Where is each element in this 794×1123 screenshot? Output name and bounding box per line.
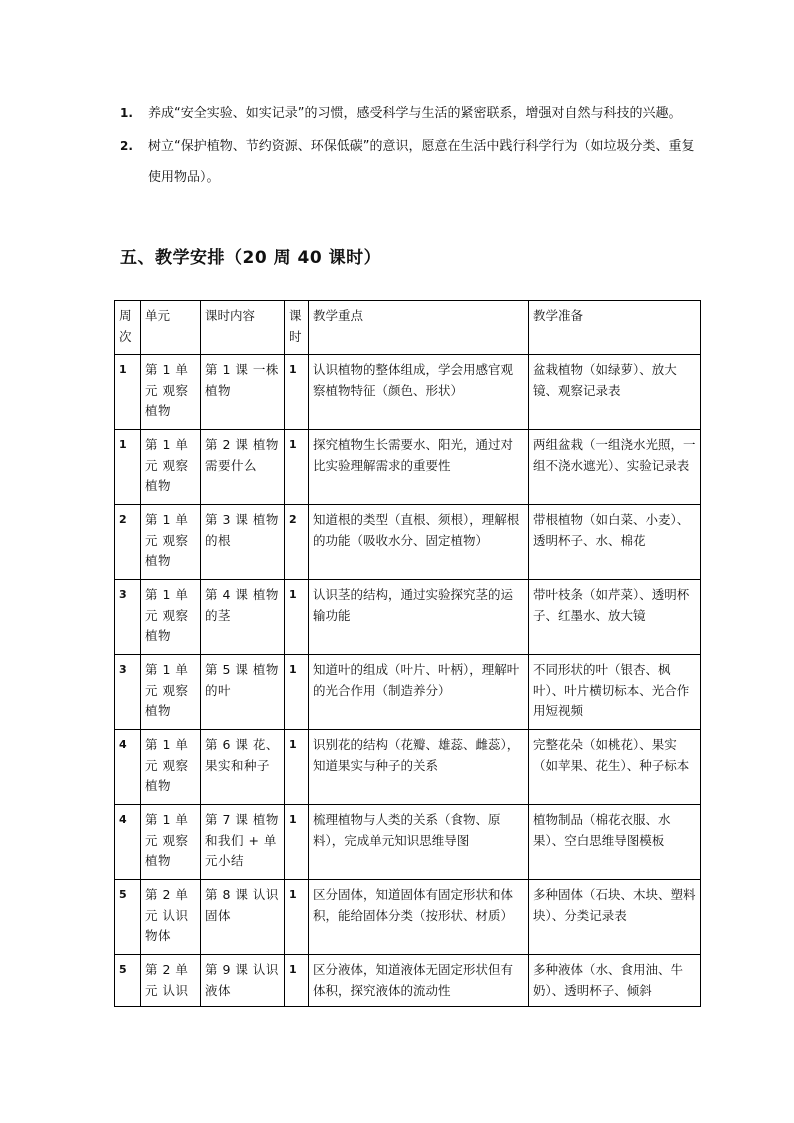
- cell-prep: 两组盆栽（一组浇水光照，一组不浇水遮光）、实验记录表: [529, 430, 701, 505]
- table-row: [115, 355, 701, 430]
- table-row: [115, 805, 701, 880]
- cell-prep: 植物制品（棉花衣服、水果）、空白思维导图模板: [529, 805, 701, 880]
- cell-focus: 识别花的结构（花瓣、雄蕊、雌蕊），知道果实与种子的关系: [309, 730, 529, 805]
- cell-unit: 第 1 单元 观察植物: [141, 505, 201, 580]
- cell-lesson: 第 5 课 植物的叶: [201, 655, 285, 730]
- cell-prep: 多种液体（水、食用油、牛奶）、透明杯子、倾斜: [529, 955, 701, 1007]
- table-row: [115, 580, 701, 655]
- cell-unit: 第 1 单元 观察植物: [141, 430, 201, 505]
- cell-unit: 第 1 单元 观察植物: [141, 655, 201, 730]
- header-hours: 课时: [285, 301, 309, 355]
- cell-lesson: 第 7 课 植物和我们 + 单元小结: [201, 805, 285, 880]
- cell-focus: 区分固体，知道固体有固定形状和体积，能给固体分类（按形状、材质）: [309, 880, 529, 955]
- cell-prep: 带根植物（如白菜、小麦）、透明杯子、水、棉花: [529, 505, 701, 580]
- cell-hours: 1: [285, 730, 309, 805]
- cell-hours: 1: [285, 955, 309, 1007]
- section-title: 五、教学安排（20 周 40 课时）: [120, 248, 382, 268]
- header-focus: 教学重点: [309, 301, 529, 355]
- cell-focus: 梳理植物与人类的关系（食物、原料），完成单元知识思维导图: [309, 805, 529, 880]
- goal-number: 1.: [120, 106, 133, 120]
- schedule-table-body: [115, 301, 701, 1007]
- cell-lesson: 第 6 课 花、果实和种子: [201, 730, 285, 805]
- cell-lesson: 第 2 课 植物需要什么: [201, 430, 285, 505]
- cell-week: 3: [115, 580, 141, 655]
- cell-prep: 完整花朵（如桃花）、果实（如苹果、花生）、种子标本: [529, 730, 701, 805]
- cell-unit: 第 1 单元 观察植物: [141, 580, 201, 655]
- goals-list: [120, 98, 700, 195]
- goal-text: 养成“安全实验、如实记录”的习惯，感受科学与生活的紧密联系，增强对自然与科技的兴趣。: [148, 106, 682, 121]
- cell-hours: 1: [285, 880, 309, 955]
- cell-prep: 多种固体（石块、木块、塑料块）、分类记录表: [529, 880, 701, 955]
- table-row: [115, 655, 701, 730]
- table-row: [115, 430, 701, 505]
- table-row: [115, 880, 701, 955]
- cell-unit: 第 2 单元 认识物体: [141, 880, 201, 955]
- cell-hours: 1: [285, 430, 309, 505]
- cell-unit: 第 1 单元 观察植物: [141, 805, 201, 880]
- cell-focus: 认识植物的整体组成，学会用感官观察植物特征（颜色、形状）: [309, 355, 529, 430]
- cell-unit: 第 1 单元 观察植物: [141, 355, 201, 430]
- header-unit: 单元: [141, 301, 201, 355]
- cell-prep: 带叶枝条（如芹菜）、透明杯子、红墨水、放大镜: [529, 580, 701, 655]
- cell-prep: 不同形状的叶（银杏、枫叶）、叶片横切标本、光合作用短视频: [529, 655, 701, 730]
- table-row: [115, 955, 701, 1007]
- cell-lesson: 第 3 课 植物的根: [201, 505, 285, 580]
- cell-focus: 知道叶的组成（叶片、叶柄），理解叶的光合作用（制造养分）: [309, 655, 529, 730]
- cell-focus: 认识茎的结构，通过实验探究茎的运输功能: [309, 580, 529, 655]
- cell-week: 5: [115, 955, 141, 1007]
- cell-hours: 1: [285, 805, 309, 880]
- table-header-row: [115, 301, 701, 355]
- goal-number: 2.: [120, 139, 133, 153]
- cell-hours: 1: [285, 580, 309, 655]
- header-prep: 教学准备: [529, 301, 701, 355]
- cell-prep: 盆栽植物（如绿萝）、放大镜、观察记录表: [529, 355, 701, 430]
- cell-week: 1: [115, 355, 141, 430]
- cell-unit: 第 1 单元 观察植物: [141, 730, 201, 805]
- schedule-table: [114, 300, 701, 1007]
- cell-focus: 区分液体，知道液体无固定形状但有体积，探究液体的流动性: [309, 955, 529, 1007]
- cell-week: 3: [115, 655, 141, 730]
- cell-hours: 1: [285, 655, 309, 730]
- table-row: [115, 505, 701, 580]
- cell-focus: 探究植物生长需要水、阳光，通过对比实验理解需求的重要性: [309, 430, 529, 505]
- goal-item-1: [120, 98, 700, 129]
- cell-week: 2: [115, 505, 141, 580]
- cell-week: 1: [115, 430, 141, 505]
- table-row: [115, 730, 701, 805]
- cell-focus: 知道根的类型（直根、须根），理解根的功能（吸收水分、固定植物）: [309, 505, 529, 580]
- cell-lesson: 第 4 课 植物的茎: [201, 580, 285, 655]
- cell-unit: 第 2 单元 认识: [141, 955, 201, 1007]
- cell-week: 4: [115, 730, 141, 805]
- cell-week: 4: [115, 805, 141, 880]
- goal-text: 树立“保护植物、节约资源、环保低碳”的意识，愿意在生活中践行科学行为（如垃圾分类、重复使用物品）。: [148, 139, 695, 185]
- cell-lesson: 第 9 课 认识液体: [201, 955, 285, 1007]
- cell-hours: 1: [285, 355, 309, 430]
- cell-week: 5: [115, 880, 141, 955]
- goal-item-2: [120, 131, 700, 193]
- cell-lesson: 第 8 课 认识固体: [201, 880, 285, 955]
- cell-lesson: 第 1 课 一株植物: [201, 355, 285, 430]
- cell-hours: 2: [285, 505, 309, 580]
- header-week: 周次: [115, 301, 141, 355]
- header-lesson: 课时内容: [201, 301, 285, 355]
